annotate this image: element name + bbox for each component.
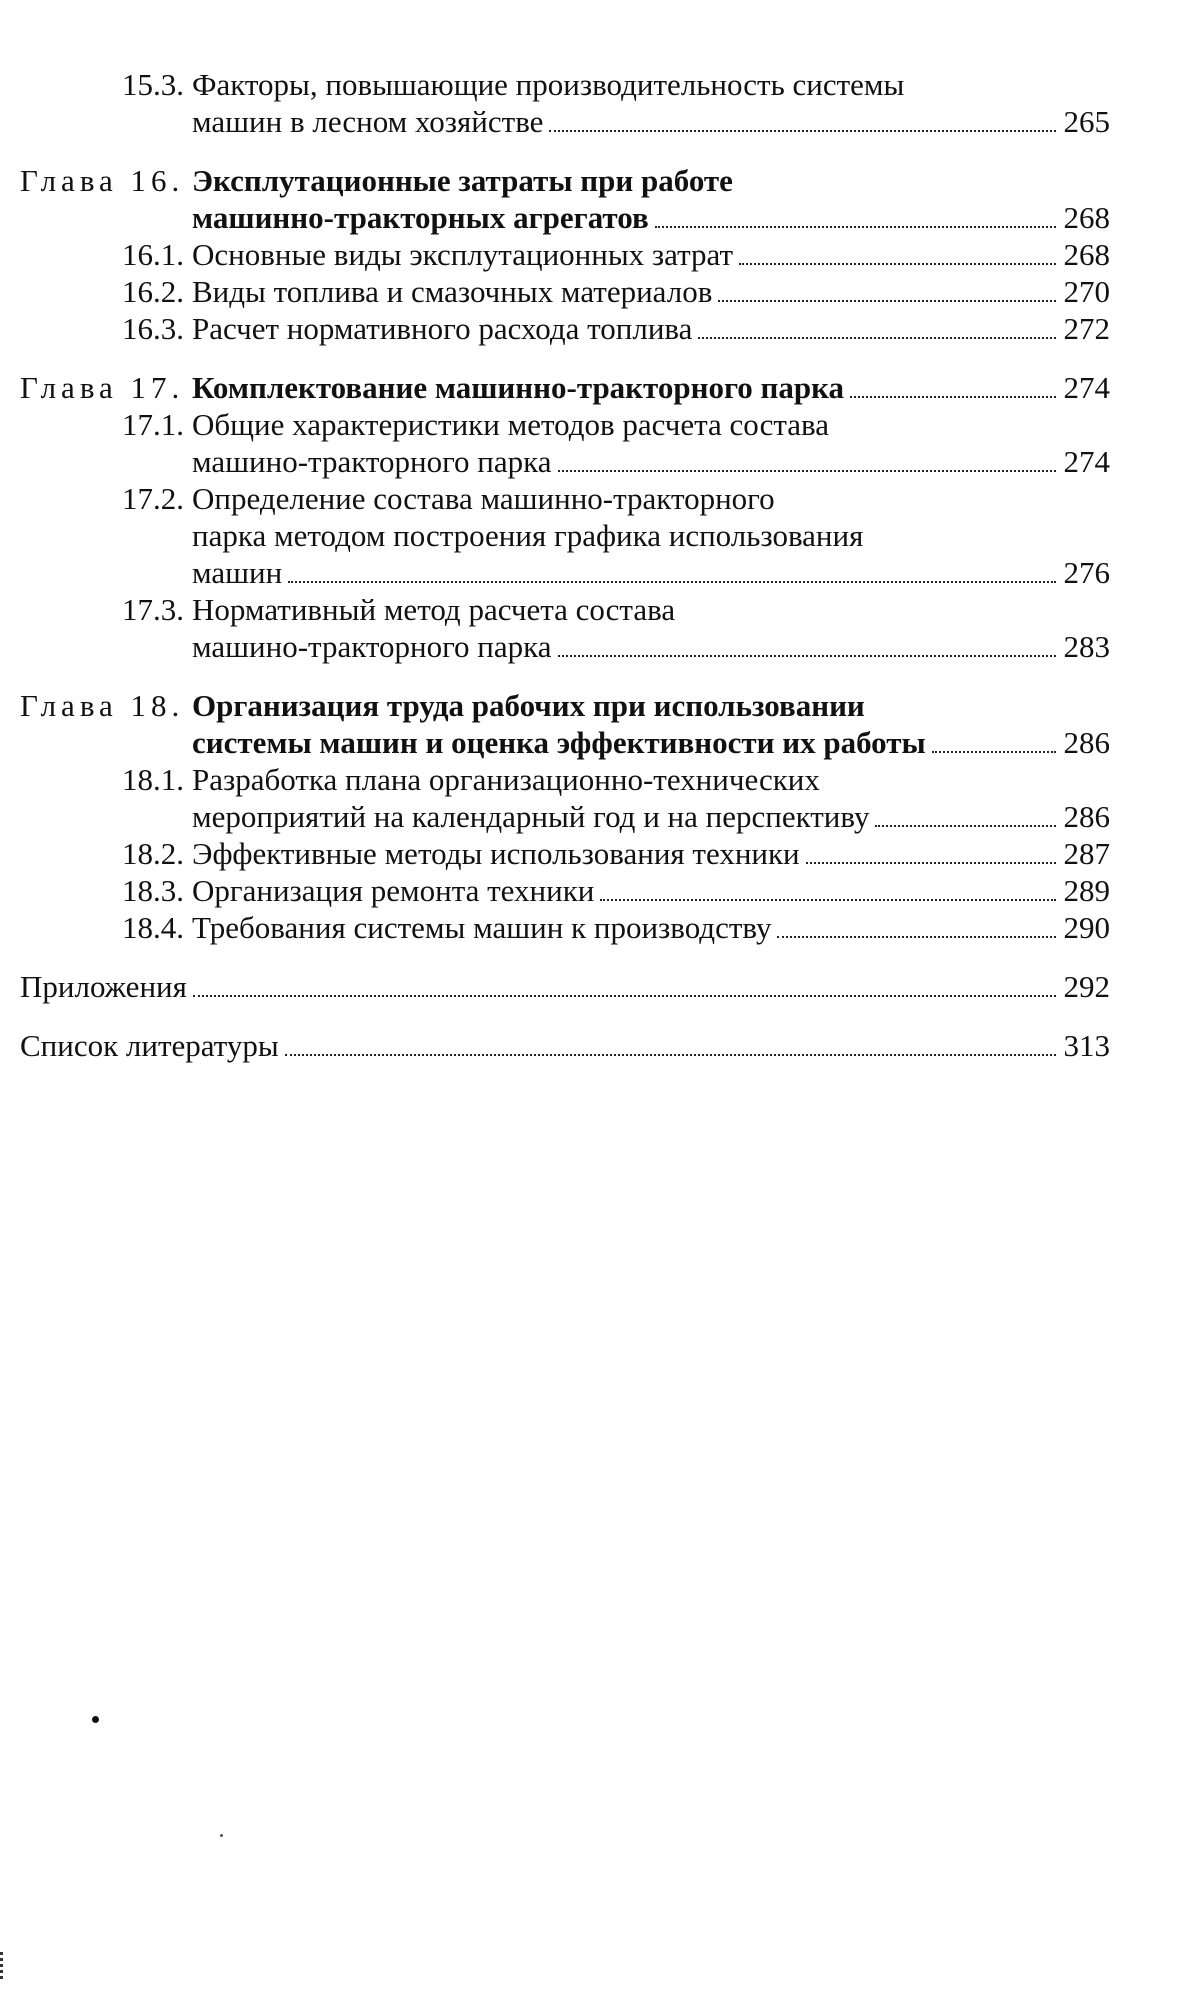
entry-title-line: Факторы, повышающие производительность системы (192, 67, 905, 102)
page-number: 287 (1063, 836, 1110, 871)
dot-leader (558, 470, 1057, 472)
table-of-contents (20, 66, 1110, 1064)
scan-edge-mark (0, 1952, 3, 1982)
page-number: 283 (1063, 629, 1110, 664)
page-number: 286 (1063, 725, 1110, 760)
entry-number: 16.3. (122, 311, 184, 346)
entry-title-line: Разработка плана организационно-технических (192, 762, 820, 797)
entry-title: Расчет нормативного расхода топлива (192, 311, 693, 346)
entry-number: 17.2. (122, 481, 184, 516)
dot-leader (549, 130, 1056, 132)
entry-number: 18.1. (122, 762, 184, 797)
entry-title: Организация ремонта техники (192, 873, 595, 908)
page-number: 292 (1063, 969, 1110, 1004)
toc-references[interactable] (20, 1027, 1110, 1064)
chapter-label: Глава 17. (20, 370, 185, 405)
chapter-label: Глава 16. (20, 163, 185, 198)
scan-speck (220, 1834, 223, 1837)
toc-entry-15-3[interactable] (20, 66, 1110, 140)
chapter-label: Глава 18. (20, 688, 185, 723)
dot-leader (739, 263, 1056, 265)
scan-speck (92, 1716, 99, 1723)
page-number: 286 (1063, 799, 1110, 834)
appendix-title: Приложения (20, 969, 187, 1004)
chapter-title-line: Эксплутационные затраты при работе (192, 163, 733, 198)
chapter-title: Комплектование машинно-тракторного парка (192, 370, 845, 405)
entry-title-line: машин в лесном хозяйстве (192, 104, 544, 139)
entry-title-line: Определение состава машинно-тракторного (192, 481, 775, 516)
dot-leader (850, 396, 1056, 398)
toc-entry-18-2[interactable] (20, 835, 1110, 872)
dot-leader (558, 655, 1057, 657)
page-number: 270 (1063, 274, 1110, 309)
entry-title-line: мероприятий на календарный год и на перспективу (192, 799, 870, 834)
entry-title: Требования системы машин к производству (192, 910, 772, 945)
dot-leader (806, 862, 1056, 864)
dot-leader (288, 581, 1056, 583)
entry-number: 18.4. (122, 910, 184, 945)
toc-entry-18-1[interactable] (20, 761, 1110, 835)
page-number: 274 (1063, 370, 1110, 405)
entry-title-line: Нормативный метод расчета состава (192, 592, 676, 627)
dot-leader (655, 226, 1056, 228)
toc-chapter-18[interactable] (20, 687, 1110, 761)
toc-entry-17-3[interactable] (20, 591, 1110, 665)
toc-entry-18-4[interactable] (20, 909, 1110, 946)
page-number: 276 (1063, 555, 1110, 590)
page-number: 290 (1063, 910, 1110, 945)
references-title: Список литературы (20, 1028, 279, 1063)
entry-title-line: машино-тракторного парка (192, 444, 552, 479)
entry-number: 18.2. (122, 836, 184, 871)
page-number: 313 (1063, 1028, 1110, 1063)
toc-entry-18-3[interactable] (20, 872, 1110, 909)
chapter-title-line: машинно-тракторных агрегатов (192, 200, 649, 235)
toc-entry-16-2[interactable] (20, 273, 1110, 310)
dot-leader (600, 899, 1056, 901)
dot-leader (285, 1054, 1056, 1056)
page-number: 272 (1063, 311, 1110, 346)
toc-chapter-17[interactable] (20, 369, 1110, 406)
dot-leader (698, 337, 1056, 339)
chapter-title-line: Организация труда рабочих при использовании (192, 688, 865, 723)
dot-leader (777, 936, 1056, 938)
toc-entry-16-3[interactable] (20, 310, 1110, 347)
entry-number: 17.1. (122, 407, 184, 442)
entry-number: 16.1. (122, 237, 184, 272)
entry-number: 15.3. (122, 67, 184, 102)
entry-title-line: Общие характеристики методов расчета состава (192, 407, 830, 442)
page-number: 274 (1063, 444, 1110, 479)
dot-leader (193, 995, 1056, 997)
toc-entry-17-1[interactable] (20, 406, 1110, 480)
entry-title: Основные виды эксплутационных затрат (192, 237, 734, 272)
toc-entry-16-1[interactable] (20, 236, 1110, 273)
toc-appendix[interactable] (20, 968, 1110, 1005)
entry-number: 17.3. (122, 592, 184, 627)
dot-leader (875, 825, 1056, 827)
page-number: 268 (1063, 237, 1110, 272)
entry-title: Эффективные методы использования техники (192, 836, 800, 871)
page-number: 289 (1063, 873, 1110, 908)
page-number: 265 (1063, 104, 1110, 139)
entry-number: 18.3. (122, 873, 184, 908)
entry-title: Виды топлива и смазочных материалов (192, 274, 713, 309)
toc-chapter-16[interactable] (20, 162, 1110, 236)
toc-entry-17-2[interactable] (20, 480, 1110, 591)
dot-leader (718, 300, 1056, 302)
entry-title-line: парка методом построения графика использования (192, 518, 864, 553)
entry-number: 16.2. (122, 274, 184, 309)
entry-title-line: машино-тракторного парка (192, 629, 552, 664)
entry-title-line: машин (192, 555, 283, 590)
dot-leader (932, 751, 1056, 753)
chapter-title-line: системы машин и оценка эффективности их работы (192, 725, 926, 760)
page-number: 268 (1063, 200, 1110, 235)
